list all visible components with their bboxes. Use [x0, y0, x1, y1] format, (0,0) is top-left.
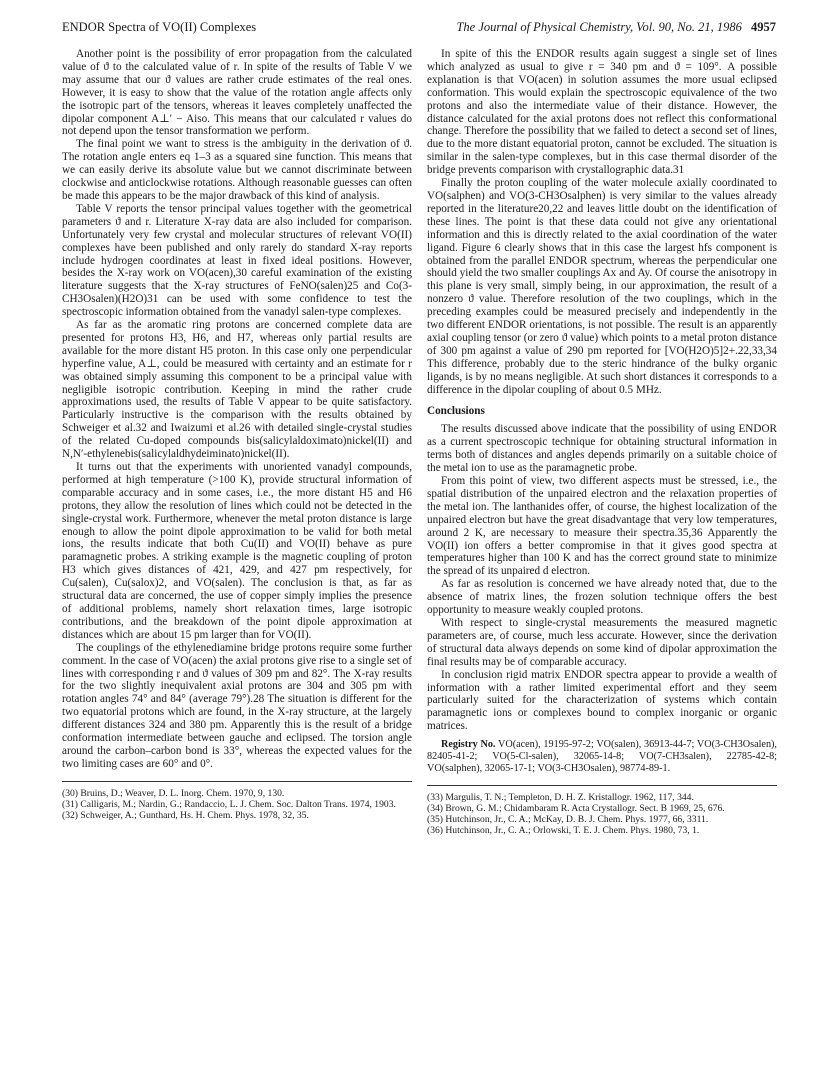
- body-paragraph: Another point is the possibility of error propagation from the calculated value of ϑ to the calculated value of r. In spite of the results of Table V we may assume that our ϑ values are rather crude estimates of the real ones. However, it is easy to show that the value of the rotation angle affects only the isotropic part of the tensors, whereas it leaves completely unaffected the dipolar component A⊥′ − Aiso. This means that our calculated r values do not depend upon the tensor transformation we perform.: [62, 48, 412, 138]
- right-column: [427, 48, 777, 1053]
- left-column: [62, 48, 412, 1053]
- journal-citation: [456, 20, 776, 35]
- running-title: ENDOR Spectra of VO(II) Complexes: [62, 20, 257, 34]
- reference-item: (30) Bruins, D.; Weaver, D. L. Inorg. Chem. 1970, 9, 130.: [62, 787, 285, 799]
- reference-item: (34) Brown, G. M.; Chidambaram R. Acta Crystallogr. Sect. B 1969, 25, 676.: [427, 803, 725, 815]
- reference-item: (36) Hutchinson, Jr., C. A.; Orlowski, T. E. J. Chem. Phys. 1980, 73, 1.: [427, 825, 700, 837]
- footnote-references: [62, 781, 412, 821]
- conclusion-paragraph: From this point of view, two different aspects must be stressed, i.e., the spatial distribution of the unpaired electron and the relaxation properties of the metal ion. The lanthanides offer, of course, the highest localization of the unpaired electron but have the great disadvantage that very low temperatures, around 2 K, are necessary to measure their spectra.35,36 Apparently the VO(II) ion offers a better compromise in that it gives good spectra at temperatures higher than 100 K and has the correct ground state to minimize the spread of its unpaired d electron.: [427, 475, 777, 578]
- page-header: [62, 20, 776, 40]
- reference-item: (33) Margulis, T. N.; Templeton, D. H. Z. Kristallogr. 1962, 117, 344.: [427, 792, 694, 804]
- conclusion-paragraph: With respect to single-crystal measurements the measured magnetic parameters are, of course, much less accurate. However, since the derivation of structural data always depends on some kind of dipolar approximation the final results may be of comparable accuracy.: [427, 616, 777, 668]
- body-paragraph: As far as the aromatic ring protons are concerned complete data are presented for protons H3, H6, and H7, whereas only partial results are available for the more distant H5 proton. In this case only one perpendicular hyperfine value, A⊥, could be measured with certainty and an estimate for r was obtained simply assuming this component to be a principal value with negligible isotropic contribution. Keeping in mind the rather crude approximations used, the results of Table V appear to be quite satisfactory. Particularly instructive is the comparison with the results obtained by Schweiger et al.32 and Iwaizumi et al.26 with detailed single-crystal studies of the related Cu-doped compounds bis(salicylaldoximato)nickel(II) and N,N′-ethylenebis(salicylaldhydeiminato)nickel(II).: [62, 319, 412, 461]
- footnote-references: [427, 785, 777, 836]
- reference-item: (35) Hutchinson, Jr., C. A.; McKay, D. B. J. Chem. Phys. 1977, 66, 3311.: [427, 814, 709, 826]
- body-paragraph: It turns out that the experiments with unoriented vanadyl compounds, performed at high temperature (>100 K), provide structural information of comparable accuracy and in some cases, i.e., the more distant H5 and H6 protons, they allow the resolution of lines which could not be detected in the single-crystal work. Furthermore, whenever the metal proton distance is large enough to allow the point dipole approximation to be valid for both metal ions, the results indicate that both Cu(II) and VO(II) behave as pure paramagnetic probes. A striking example is the magnetic coupling of proton H3 which gives distances of 421, 429, and 427 pm respectively, for Cu(salen), Cu(salox)2, and VO(salen). The conclusion is that, as far as structural data are concerned, the use of copper simply implies the presence of additional problems, namely short relaxation times, large isotropic contributions, and the breakdown of the point dipole approximation at distances which are about 15 pm larger than for VO(II).: [62, 461, 412, 641]
- conclusion-paragraph: As far as resolution is concerned we have already noted that, due to the absence of matrix lines, the frozen solution technique offers the best opportunity to measure weakly coupled protons.: [427, 578, 777, 617]
- registry-numbers: [427, 739, 777, 775]
- conclusion-paragraph: The results discussed above indicate that the possibility of using ENDOR as a current spectroscopic technique for obtaining structural information in terms both of distances and angles depends primarily on a suitable choice of the metal ion to use as the paramagnetic probe.: [427, 423, 777, 475]
- body-paragraph: Table V reports the tensor principal values together with the geometrical parameters ϑ and r. Literature X-ray data are also included for comparison. Unfortunately very few crystal and molecular structures of relevant VO(II) complexes have been published and only rarely do standard X-ray reports include hydrogen coordinates at least in fixed ideal positions. However, besides the X-ray work on VO(acen),30 careful examination of the existing literature suggests that the X-ray structures of FeNO(salen)25 and Co(3-CH3Osalen)(H2O)31 can be used with some confidence to test the spectroscopic information obtained from the vanadyl salen-type complexes.: [62, 202, 412, 319]
- page-number: 4957: [751, 20, 776, 34]
- registry-label: Registry No.: [441, 739, 496, 751]
- section-heading-conclusions: Conclusions: [427, 405, 485, 418]
- registry-text: VO(acen), 19195-97-2; VO(salen), 36913-44-7; VO(3-CH3Osalen), 82405-41-2; VO(5-Cl-salen), 32065-14-8; VO(7-CH3salen), 22785-42-8; VO(salphen), 32065-17-1; VO(3-CH3Osalen), 98774-89-1.: [427, 739, 777, 775]
- reference-item: (31) Calligaris, M.; Nardin, G.; Randaccio, L. J. Chem. Soc. Dalton Trans. 1974, 1903.: [62, 798, 396, 810]
- body-paragraph: The couplings of the ethylenediamine bridge protons require some further comment. In the case of VO(acen) the axial protons give rise to a single set of lines with corresponding r and ϑ values of 309 pm and 82°. The X-ray results for the two slightly inequivalent axial protons are 304 and 305 pm with rotation angles 74° and 84° (average 79°).28 The situation is different for the two equatorial protons which are found, in the X-ray structure, at the largely different distances 324 and 380 pm. Apparently this is the result of a bridge conformation intermediate between gauche and eclipsed. The torsion angle around the carbon–carbon bond is 33°, whereas the expected values for the two limiting cases are 60° and 0°.: [62, 641, 412, 770]
- journal-name: The Journal of Physical Chemistry, Vol. 90, No. 21, 1986: [456, 20, 742, 34]
- conclusion-paragraph: In conclusion rigid matrix ENDOR spectra appear to provide a wealth of information with a rather limited experimental effort and they seem particularly suited for the characterization of systems which contain paramagnetic ions or complexes bound to complex inorganic or organic matrices.: [427, 668, 777, 733]
- body-paragraph: Finally the proton coupling of the water molecule axially coordinated to VO(salphen) and VO(3-CH3Osalphen) is very similar to the values already reported in the literature20,22 and leaves little doubt on the identification of these lines. The point is that these data could not give any orientational information and this is directly related to the axial coordination of the water ligand. Figure 6 clearly shows that in this case the largest hfs component is obtained from the parallel ENDOR spectrum, whereas the perpendicular one should yield the two smaller couplings Ax and Ay. Of course the anisotropy in this plane is very small, simply being, in our approximation, the result of a nonzero ϑ value. Therefore resolution of the two couplings, which in the preceding examples could be measured precisely and independently in the two different ENDOR orientations, is not possible. The result is an apparently axial coupling tensor (or zero ϑ value) which points to a metal proton distance of 300 pm against a value of 290 pm reported for [VO(H2O)5]2+.22,33,34 This difference, probably due to the steric hindrance of the bulky organic ligands, is by no means negligible. At such short distances it corresponds to a difference in the dipolar coupling of about 0.5 MHz.: [427, 177, 777, 396]
- body-paragraph: In spite of this the ENDOR results again suggest a single set of lines which analyzed as usual to give r = 340 pm and ϑ = 109°. A possible explanation is that VO(acen) in solution assumes the more usual eclipsed conformation. This would explain the spectroscopic equivalence of the two protons and also the intermediate value of their distance. However, the distance calculated for the axial protons does not reflect this conformational change. Therefore the possibility that we failed to detect a second set of lines, due to the more distant equatorial proton, cannot be excluded. The situation is similar in the salen-type complexes, but in this case thermal disorder of the bridge prevents comparison with crystallographic data.31: [427, 48, 777, 177]
- reference-item: (32) Schweiger, A.; Gunthard, Hs. H. Chem. Phys. 1978, 32, 35.: [62, 809, 309, 821]
- body-paragraph: The final point we want to stress is the ambiguity in the derivation of ϑ. The rotation angle enters eq 1–3 as a squared sine function. This means that we can easily derive its absolute value but we cannot discriminate between clockwise and anticlockwise rotations. Although reasonable guesses can often be made this appears to be the major drawback of this kind of analysis.: [62, 138, 412, 202]
